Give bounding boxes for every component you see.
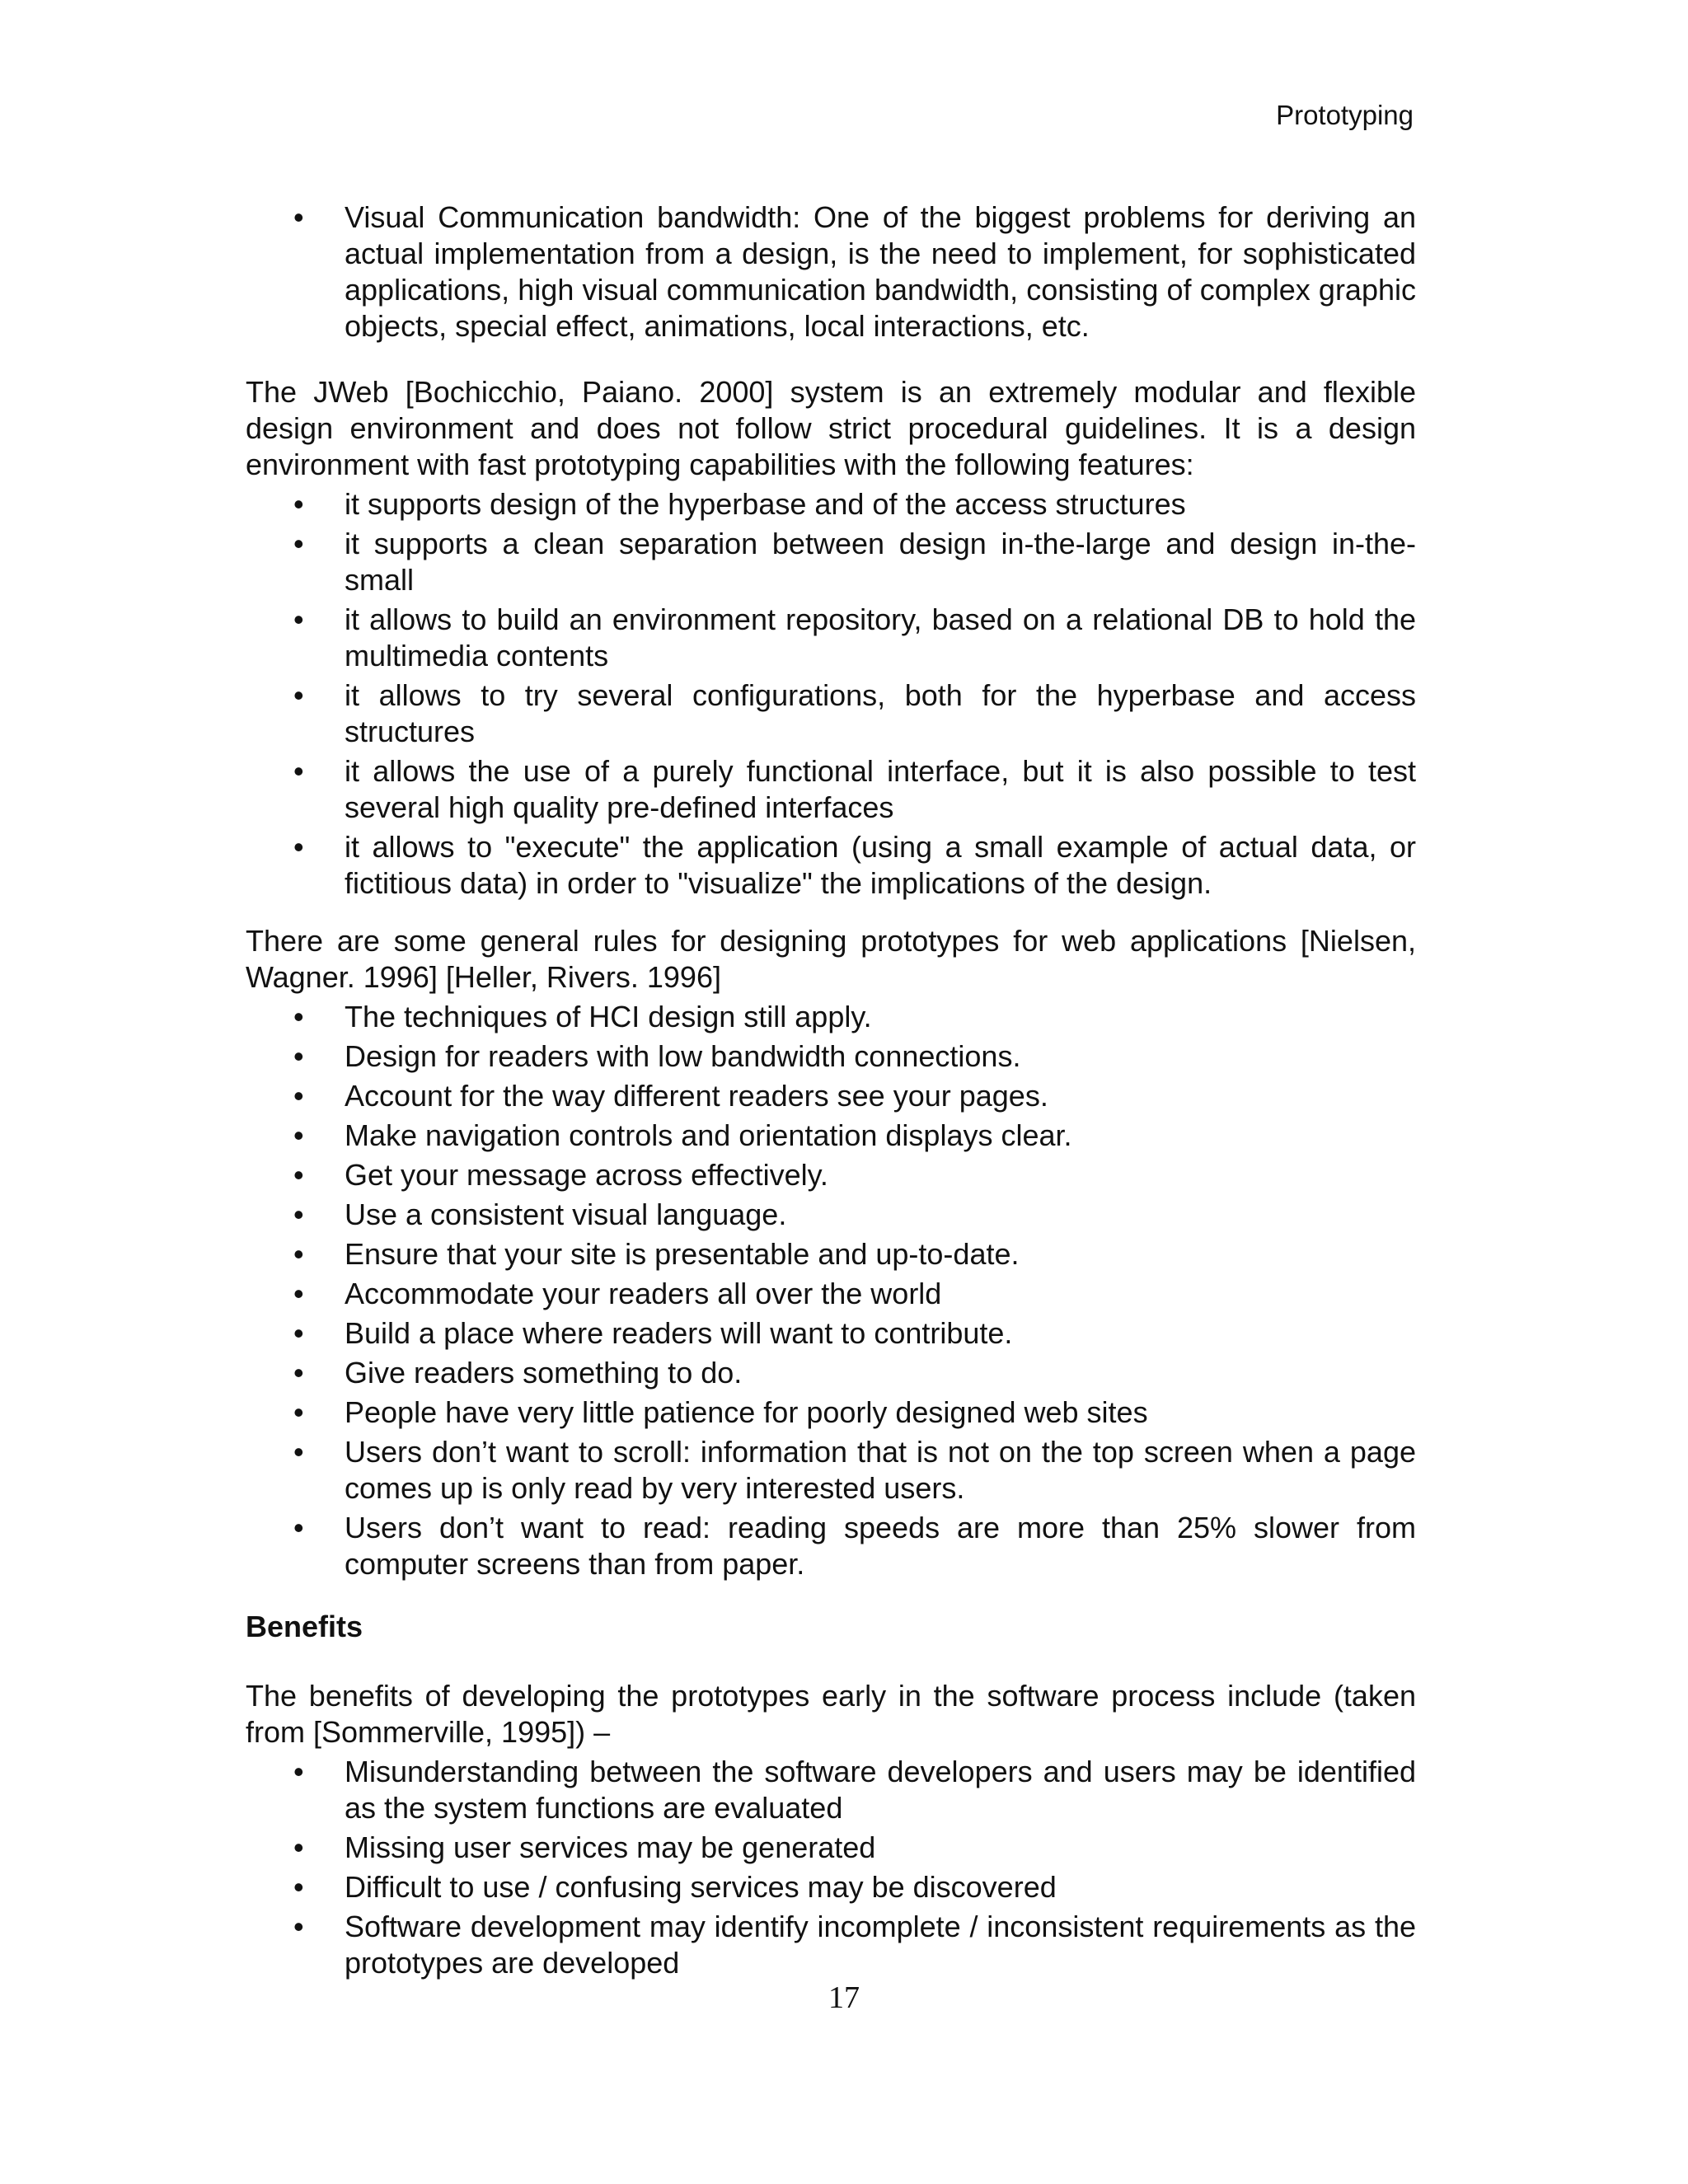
bullet-icon: • (293, 1830, 304, 1864)
list-item: • it allows the use of a purely functional interface, but it is also possible to test several high quality pre-defined interfaces (293, 754, 1416, 824)
jweb-features-list (246, 486, 1416, 902)
running-header: Prototyping (1276, 100, 1414, 130)
bullet-icon: • (293, 1511, 304, 1544)
list-item: • Visual Communication bandwidth: One of the biggest problems for deriving an actual implementation from a design, is the need to implement, for sophisticated applications, high visual communication bandwidth, consisting of complex graphic objects, special effect, animations, local interactions, etc. (293, 200, 1416, 343)
jweb-section (246, 374, 1416, 902)
bullet-icon: • (293, 1039, 304, 1073)
benefits-section (246, 1678, 1416, 1981)
list-item: • Design for readers with low bandwidth connections. (293, 1039, 1021, 1073)
bullet-icon: • (293, 1237, 304, 1271)
bullet-icon: • (293, 1910, 304, 1943)
jweb-paragraph: The JWeb [Bochicchio, Paiano. 2000] system is an extremely modular and flexible design environment and does not follow strict procedural guidelines. It is a design environment with fast prototyping capabilities with the following features: (246, 375, 1416, 481)
list-item: • Misunderstanding between the software developers and users may be identified as the system functions are evaluated (293, 1755, 1416, 1825)
list-item: • it supports a clean separation between design in-the-large and design in-the-small (293, 527, 1416, 597)
bullet-icon: • (293, 1316, 304, 1350)
list-item: • Users don’t want to scroll: information that is not on the top screen when a page comes up is only read by very interested users. (293, 1435, 1416, 1505)
list-item: • Account for the way different readers see your pages. (293, 1079, 1048, 1113)
bullet-icon: • (293, 754, 304, 788)
list-item: • Missing user services may be generated (293, 1830, 876, 1864)
list-item: • Software development may identify incomplete / inconsistent requirements as the prototypes are developed (293, 1910, 1416, 1980)
bullet-icon: • (293, 1197, 304, 1231)
list-item: • Build a place where readers will want to contribute. (293, 1316, 1013, 1350)
benefits-heading-block (246, 1609, 1416, 1645)
rules-list (246, 999, 1416, 1582)
bullet-icon: • (293, 487, 304, 521)
list-item: • Accommodate your readers all over the world (293, 1277, 942, 1310)
bullet-icon: • (293, 1435, 304, 1469)
benefits-list (246, 1754, 1416, 1981)
bullet-icon: • (293, 1079, 304, 1113)
page-number: 17 (828, 1980, 860, 2015)
bullet-icon: • (293, 1395, 304, 1429)
list-item: • it allows to try several configurations, both for the hyperbase and access structures (293, 678, 1416, 748)
bullet-icon: • (293, 1158, 304, 1192)
list-item: • Difficult to use / confusing services may be discovered (293, 1870, 1057, 1904)
bullet-icon: • (293, 1118, 304, 1152)
list-item: • Get your message across effectively. (293, 1158, 828, 1192)
rules-paragraph: There are some general rules for designing prototypes for web applications [Nielsen, Wagner. 1996] [Heller, Rivers. 1996] (246, 924, 1416, 994)
bullet-icon: • (293, 1870, 304, 1904)
list-item: • it allows to "execute" the application (using a small example of actual data, or fictitious data) in order to "visualize" the implications of the design. (293, 830, 1416, 900)
bullet-icon: • (293, 527, 304, 560)
bullet-icon: • (293, 1277, 304, 1310)
list-item: • Give readers something to do. (293, 1356, 743, 1390)
intro-section (246, 199, 1416, 344)
rules-section (246, 923, 1416, 1582)
bullet-icon: • (293, 830, 304, 864)
list-item: • Make navigation controls and orientation displays clear. (293, 1118, 1072, 1152)
list-item: • Ensure that your site is presentable and up-to-date. (293, 1237, 1020, 1271)
bullet-icon: • (293, 602, 304, 636)
bullet-icon: • (293, 678, 304, 712)
bullet-icon: • (293, 1000, 304, 1033)
bullet-icon: • (293, 200, 304, 234)
bullet-icon: • (293, 1356, 304, 1390)
list-item: • it allows to build an environment repository, based on a relational DB to hold the multimedia contents (293, 602, 1416, 673)
list-item: • Users don’t want to read: reading speeds are more than 25% slower from computer screens than from paper. (293, 1511, 1416, 1581)
list-item: • People have very little patience for poorly designed web sites (293, 1395, 1148, 1429)
list-item: • it supports design of the hyperbase and of the access structures (293, 487, 1186, 521)
list-item: • Use a consistent visual language. (293, 1197, 787, 1231)
section-heading: Benefits (246, 1610, 363, 1643)
benefits-paragraph: The benefits of developing the prototypes early in the software process include (taken from [Sommerville, 1995]) – (246, 1679, 1416, 1749)
intro-list (246, 199, 1416, 344)
list-item: • The techniques of HCI design still apply. (293, 1000, 872, 1033)
bullet-icon: • (293, 1755, 304, 1788)
